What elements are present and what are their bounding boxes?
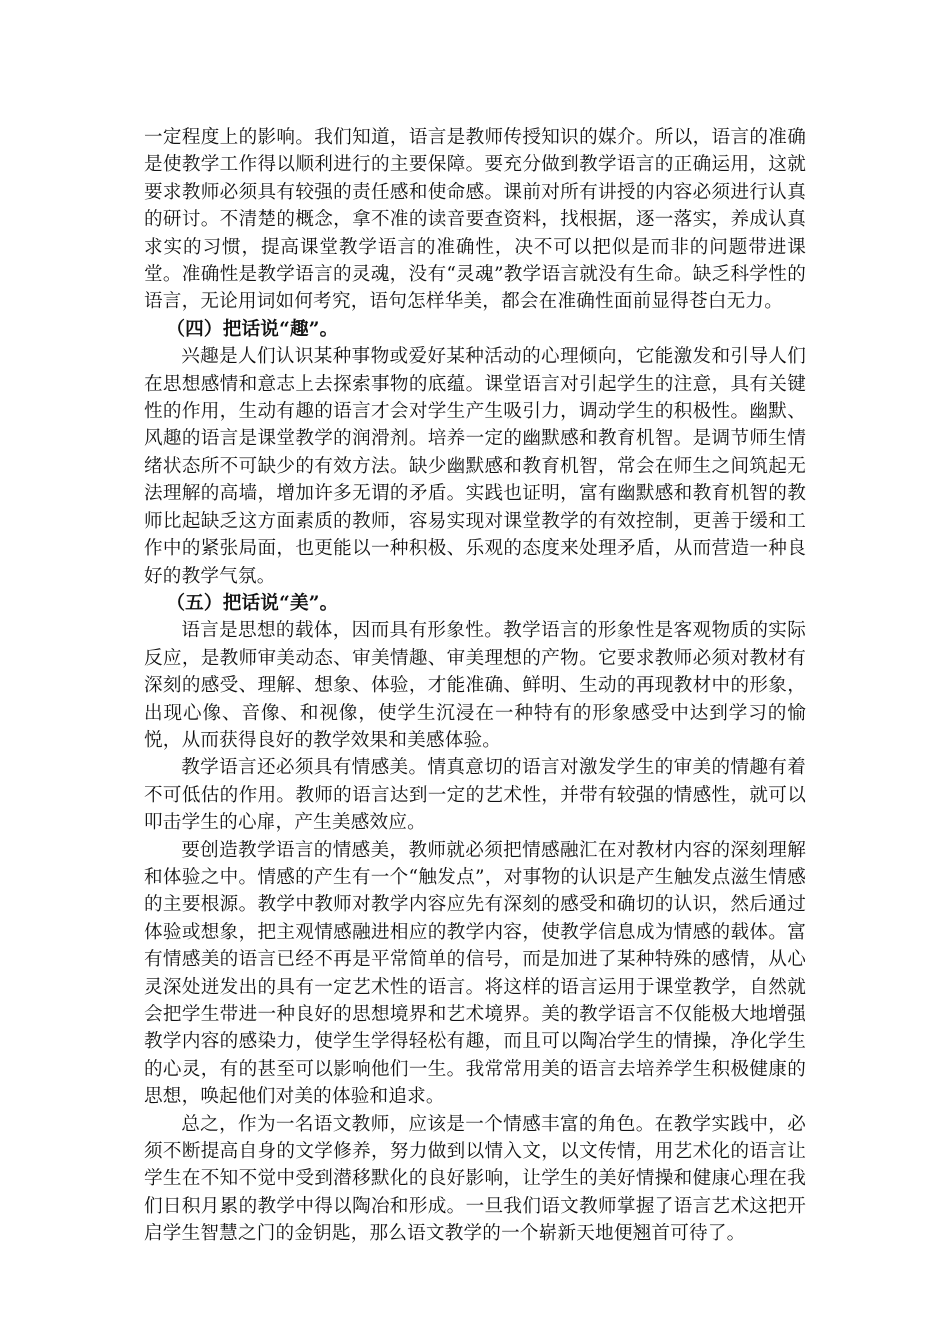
paragraph-creating-emotional-beauty: 要创造教学语言的情感美，教师就必须把情感融汇在对教材内容的深刻理解和体验之中。情感的产生有一个“触发点”，对事物的认识是产生触发点滋生情感的主要根源。教学中教师对教学内容应先有深刻的感受和确切的认识，然后通过体验或想象，把主观情感融进相应的教学内容，使教学信息成为情感的载体。富有情感美的语言已经不再是平常简单的信号，而是加进了某种特殊的感情，从心灵深处迸发出的具有一定艺术性的语言。将这样的语言运用于课堂教学，自然就会把学生带进一种良好的思想境界和艺术境界。美的教学语言不仅能极大地增强教学内容的感染力，使学生学得轻松有趣，而且可以陶冶学生的情操，净化学生的心灵，有的甚至可以影响他们一生。我常常用美的语言去培养学生积极健康的思想，唤起他们对美的体验和追求。 bbox=[144, 839, 806, 1108]
paragraph-emotional-beauty: 教学语言还必须具有情感美。情真意切的语言对激发学生的审美的情趣有着不可低估的作用。教师的语言达到一定的艺术性，并带有较强的情感性，就可以叩击学生的心扉，产生美感效应。 bbox=[144, 757, 806, 834]
paragraph-interest: 兴趣是人们认识某种事物或爱好某种活动的心理倾向，它能激发和引导人们在思想感情和意志上去探索事物的底蕴。课堂语言对引起学生的注意，具有关键性的作用，生动有趣的语言才会对学生产生吸引力，调动学生的积极性。幽默、风趣的语言是课堂教学的润滑剂。培养一定的幽默感和教育机智。是调节师生情绪状态所不可缺少的有效方法。缺少幽默感和教育机智，常会在师生之间筑起无法理解的高墙，增加许多无谓的矛盾。实践也证明，富有幽默感和教育机智的教师比起缺乏这方面素质的教师，容易实现对课堂教学的有效控制，更善于缓和工作中的紧张局面，也更能以一种积极、乐观的态度来处理矛盾，从而营造一种良好的教学气氛。 bbox=[144, 346, 806, 587]
section-heading-beauty: （五）把话说“美”。 bbox=[166, 592, 339, 614]
document-page bbox=[144, 124, 806, 1248]
section-heading-interest: （四）把话说“趣”。 bbox=[166, 318, 339, 340]
paragraph-imagery: 语言是思想的载体，因而具有形象性。教学语言的形象性是客观物质的实际反应，是教师审美动态、审美情趣、审美理想的产物。它要求教师必须对教材有深刻的感受、理解、想象、体验，才能准确、鲜明、生动的再现教材中的形象，出现心像、音像、和视像，使学生沉浸在一种特有的形象感受中达到学习的愉悦，从而获得良好的教学效果和美感体验。 bbox=[144, 620, 806, 751]
paragraph-conclusion: 总之，作为一名语文教师，应该是一个情感丰富的角色。在教学实践中，必须不断提高自身的文学修养，努力做到以情入文，以文传情，用艺术化的语言让学生在不知不觉中受到潜移默化的良好影响，让学生的美好情操和健康心理在我们日积月累的教学中得以陶冶和形成。一旦我们语文教师掌握了语言艺术这把开启学生智慧之门的金钥匙，那么语文教学的一个崭新天地便翘首可待了。 bbox=[144, 1113, 806, 1245]
paragraph-accuracy-conclusion: 一定程度上的影响。我们知道，语言是教师传授知识的媒介。所以，语言的准确是使教学工作得以顺利进行的主要保障。要充分做到教学语言的正确运用，这就要求教师必须具有较强的责任感和使命感。课前对所有讲授的内容必须进行认真的研讨。不清楚的概念，拿不准的读音要查资料，找根据，逐一落实，养成认真求实的习惯，提高课堂教学语言的准确性，决不可以把似是而非的问题带进课堂。准确性是教学语言的灵魂，没有“灵魂”教学语言就没有生命。缺乏科学性的语言，无论用词如何考究，语句怎样华美，都会在准确性面前显得苍白无力。 bbox=[144, 127, 806, 313]
